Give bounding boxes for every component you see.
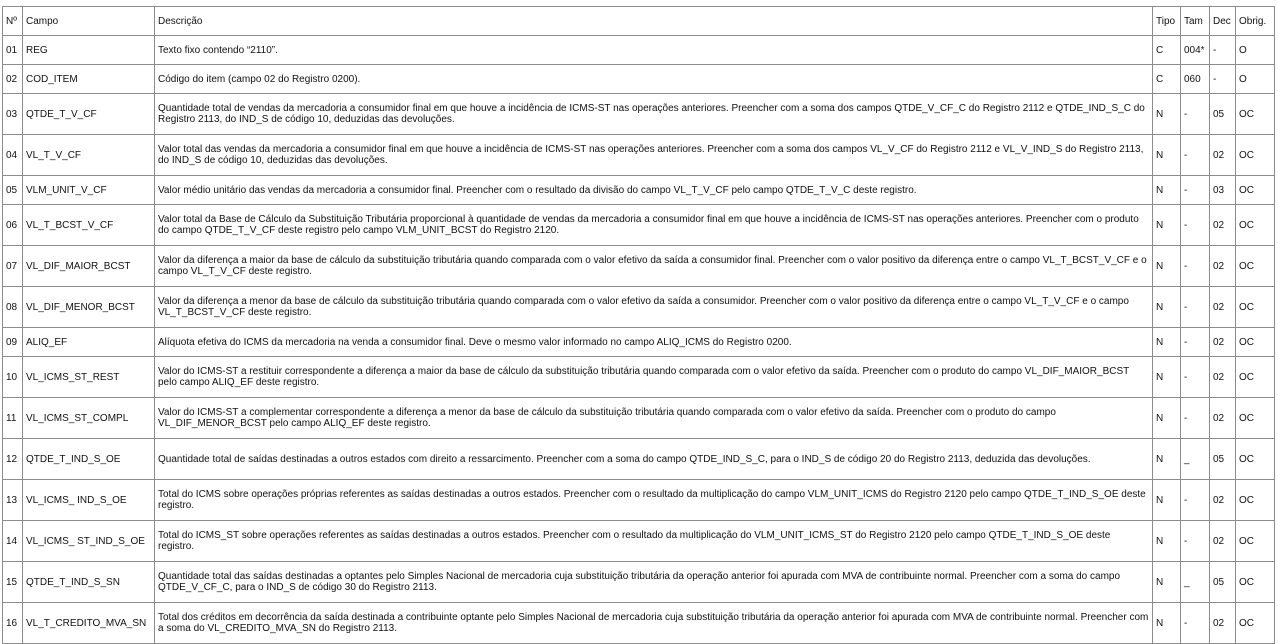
cell-type: N — [1153, 562, 1181, 603]
cell-type: N — [1153, 328, 1181, 357]
cell-type: N — [1153, 135, 1181, 176]
cell-field: VL_DIF_MENOR_BCST — [23, 287, 155, 328]
cell-type: N — [1153, 176, 1181, 205]
cell-decimals: 05 — [1210, 94, 1236, 135]
table-row — [3, 94, 1275, 135]
cell-type: N — [1153, 94, 1181, 135]
table-row — [3, 287, 1275, 328]
cell-description: Código do item (campo 02 do Registro 0200). — [155, 65, 1153, 94]
cell-required: OC — [1236, 328, 1275, 357]
cell-size: - — [1181, 94, 1210, 135]
cell-required: O — [1236, 65, 1275, 94]
cell-decimals: 02 — [1210, 287, 1236, 328]
header-decimals: Dec — [1210, 7, 1236, 36]
cell-type: N — [1153, 287, 1181, 328]
cell-num: 14 — [3, 521, 23, 562]
cell-num: 13 — [3, 480, 23, 521]
cell-size: - — [1181, 480, 1210, 521]
cell-description: Total dos créditos em decorrência da saída destinada a contribuinte optante pelo Simples Nacional de mercadoria cuja substituição tributária da operação anterior foi apurada com MVA de contribuinte normal. Preencher com a soma do VL_CREDITO_MVA_SN do Registro 2113. — [155, 603, 1153, 644]
cell-decimals: 02 — [1210, 357, 1236, 398]
cell-required: OC — [1236, 521, 1275, 562]
cell-size: - — [1181, 246, 1210, 287]
cell-num: 09 — [3, 328, 23, 357]
cell-required: OC — [1236, 135, 1275, 176]
cell-required: OC — [1236, 94, 1275, 135]
cell-field: ALIQ_EF — [23, 328, 155, 357]
cell-decimals: 02 — [1210, 205, 1236, 246]
cell-field: VL_ICMS_ ST_IND_S_OE — [23, 521, 155, 562]
cell-field: REG — [23, 36, 155, 65]
table-row — [3, 36, 1275, 65]
cell-size: - — [1181, 135, 1210, 176]
cell-description: Quantidade total das saídas destinadas a optantes pelo Simples Nacional de mercadoria cuja substituição tributária da operação anterior foi apurada com MVA de contribuinte normal. Preencher com a soma do campo QTDE_V_CF_C, para o IND_S de código 30 do Registro 2113. — [155, 562, 1153, 603]
cell-description: Texto fixo contendo “2110”. — [155, 36, 1153, 65]
cell-field: VL_T_CREDITO_MVA_SN — [23, 603, 155, 644]
header-description: Descrição — [155, 7, 1153, 36]
cell-decimals: 02 — [1210, 480, 1236, 521]
cell-required: OC — [1236, 246, 1275, 287]
cell-description: Total do ICMS sobre operações próprias referentes as saídas destinadas a outros estados. Preencher com o resultado da multiplicação do campo VLM_UNIT_ICMS do Registro 2120 pelo campo QTDE_T_IND_S_OE deste registro. — [155, 480, 1153, 521]
cell-num: 04 — [3, 135, 23, 176]
cell-num: 01 — [3, 36, 23, 65]
table-row — [3, 65, 1275, 94]
cell-field: VL_T_BCST_V_CF — [23, 205, 155, 246]
cell-decimals: 05 — [1210, 439, 1236, 480]
cell-description: Valor da diferença a menor da base de cálculo da substituição tributária quando comparada com o valor efetivo da saída a consumidor. Preencher com o valor positivo da diferença entre o campo VL_T_V_CF e o campo VL_T_BCST_V_CF deste registro. — [155, 287, 1153, 328]
table-header-row — [3, 7, 1275, 36]
cell-type: N — [1153, 521, 1181, 562]
cell-decimals: 02 — [1210, 398, 1236, 439]
cell-num: 12 — [3, 439, 23, 480]
header-type: Tipo — [1153, 7, 1181, 36]
table-row — [3, 398, 1275, 439]
cell-field: VL_ICMS_ST_COMPL — [23, 398, 155, 439]
cell-description: Alíquota efetiva do ICMS da mercadoria na venda a consumidor final. Deve o mesmo valor informado no campo ALIQ_ICMS do Registro 0200. — [155, 328, 1153, 357]
cell-required: O — [1236, 36, 1275, 65]
cell-num: 02 — [3, 65, 23, 94]
cell-size: - — [1181, 603, 1210, 644]
register-2110-table — [2, 6, 1275, 644]
cell-type: N — [1153, 205, 1181, 246]
cell-type: N — [1153, 246, 1181, 287]
table-row — [3, 562, 1275, 603]
cell-decimals: - — [1210, 36, 1236, 65]
cell-field: COD_ITEM — [23, 65, 155, 94]
table-row — [3, 246, 1275, 287]
cell-num: 08 — [3, 287, 23, 328]
cell-type: C — [1153, 36, 1181, 65]
cell-size: - — [1181, 357, 1210, 398]
cell-num: 07 — [3, 246, 23, 287]
cell-size: - — [1181, 287, 1210, 328]
header-size: Tam — [1181, 7, 1210, 36]
cell-required: OC — [1236, 176, 1275, 205]
cell-size: - — [1181, 205, 1210, 246]
cell-required: OC — [1236, 205, 1275, 246]
cell-field: VL_T_V_CF — [23, 135, 155, 176]
table-row — [3, 176, 1275, 205]
cell-field: QTDE_T_V_CF — [23, 94, 155, 135]
cell-description: Valor total da Base de Cálculo da Substituição Tributária proporcional à quantidade de vendas da mercadoria a consumidor final em que houve a incidência de ICMS-ST nas operações anteriores. Preencher com o produto do campo QTDE_T_V_CF deste registro pelo campo VLM_UNIT_BCST do Registro 2120. — [155, 205, 1153, 246]
cell-required: OC — [1236, 357, 1275, 398]
header-num: Nº — [3, 7, 23, 36]
cell-description: Total do ICMS_ST sobre operações referentes as saídas destinadas a outros estados. Preencher com o resultado da multiplicação do VLM_UNIT_ICMS_ST do Registro 2120 pelo campo QTDE_T_IND_S_OE deste registro. — [155, 521, 1153, 562]
cell-decimals: 03 — [1210, 176, 1236, 205]
cell-description: Valor do ICMS-ST a complementar correspondente a diferença a menor da base de cálculo da substituição tributária quando comparada com o valor efetivo da saída. Preencher com o produto do campo VL_DIF_MENOR_BCST pelo campo ALIQ_EF deste registro. — [155, 398, 1153, 439]
cell-decimals: 02 — [1210, 328, 1236, 357]
cell-size: - — [1181, 328, 1210, 357]
table-row — [3, 603, 1275, 644]
cell-size: 060 — [1181, 65, 1210, 94]
table-row — [3, 521, 1275, 562]
cell-size: _ — [1181, 439, 1210, 480]
cell-description: Valor da diferença a maior da base de cálculo da substituição tributária quando comparada com o valor efetivo da saída a consumidor final. Preencher com o valor positivo da diferença entre o campo VL_T_BCST_V_CF e o campo VL_T_V_CF deste registro. — [155, 246, 1153, 287]
cell-field: QTDE_T_IND_S_OE — [23, 439, 155, 480]
cell-required: OC — [1236, 562, 1275, 603]
table-row — [3, 328, 1275, 357]
table-row — [3, 439, 1275, 480]
cell-num: 15 — [3, 562, 23, 603]
cell-type: C — [1153, 65, 1181, 94]
cell-size: _ — [1181, 562, 1210, 603]
cell-type: N — [1153, 480, 1181, 521]
header-required: Obrig. — [1236, 7, 1275, 36]
cell-size: - — [1181, 398, 1210, 439]
cell-field: QTDE_T_IND_S_SN — [23, 562, 155, 603]
cell-field: VL_ICMS_ IND_S_OE — [23, 480, 155, 521]
table-row — [3, 135, 1275, 176]
cell-num: 06 — [3, 205, 23, 246]
cell-required: OC — [1236, 480, 1275, 521]
table-row — [3, 357, 1275, 398]
cell-required: OC — [1236, 603, 1275, 644]
table-row — [3, 480, 1275, 521]
cell-num: 05 — [3, 176, 23, 205]
cell-type: N — [1153, 357, 1181, 398]
cell-size: - — [1181, 176, 1210, 205]
cell-size: - — [1181, 521, 1210, 562]
cell-required: OC — [1236, 287, 1275, 328]
cell-num: 10 — [3, 357, 23, 398]
cell-field: VL_ICMS_ST_REST — [23, 357, 155, 398]
cell-decimals: - — [1210, 65, 1236, 94]
cell-decimals: 02 — [1210, 603, 1236, 644]
cell-description: Valor do ICMS-ST a restituir correspondente a diferença a maior da base de cálculo da substituição tributária quando comparada com o valor efetivo da saída. Preencher com o produto do campo VL_DIF_MAIOR_BCST pelo campo ALIQ_EF deste registro. — [155, 357, 1153, 398]
cell-decimals: 02 — [1210, 246, 1236, 287]
cell-field: VLM_UNIT_V_CF — [23, 176, 155, 205]
cell-field: VL_DIF_MAIOR_BCST — [23, 246, 155, 287]
cell-decimals: 02 — [1210, 521, 1236, 562]
cell-decimals: 02 — [1210, 135, 1236, 176]
cell-size: 004* — [1181, 36, 1210, 65]
header-field: Campo — [23, 7, 155, 36]
cell-description: Valor médio unitário das vendas da mercadoria a consumidor final. Preencher com o resultado da divisão do campo VL_T_V_CF pelo campo QTDE_T_V_C deste registro. — [155, 176, 1153, 205]
cell-num: 16 — [3, 603, 23, 644]
cell-required: OC — [1236, 398, 1275, 439]
cell-type: N — [1153, 398, 1181, 439]
cell-description: Quantidade total de vendas da mercadoria a consumidor final em que houve a incidência de ICMS-ST nas operações anteriores. Preencher com a soma dos campos QTDE_V_CF_C do Registro 2112 e QTDE_IND_S_C do Registro 2113, do IND_S de código 10, deduzidas das devoluções. — [155, 94, 1153, 135]
cell-num: 11 — [3, 398, 23, 439]
cell-num: 03 — [3, 94, 23, 135]
cell-type: N — [1153, 603, 1181, 644]
cell-type: N — [1153, 439, 1181, 480]
cell-required: OC — [1236, 439, 1275, 480]
table-row — [3, 205, 1275, 246]
cell-description: Quantidade total de saídas destinadas a outros estados com direito a ressarcimento. Preencher com a soma do campo QTDE_IND_S_C, para o IND_S de código 20 do Registro 2113, deduzida das devoluções. — [155, 439, 1153, 480]
cell-description: Valor total das vendas da mercadoria a consumidor final em que houve a incidência de ICMS-ST nas operações anteriores. Preencher com a soma dos campos VL_V_CF do Registro 2112 e VL_V_IND_S do Registro 2113, do IND_S de código 10, deduzidas das devoluções. — [155, 135, 1153, 176]
cell-decimals: 05 — [1210, 562, 1236, 603]
